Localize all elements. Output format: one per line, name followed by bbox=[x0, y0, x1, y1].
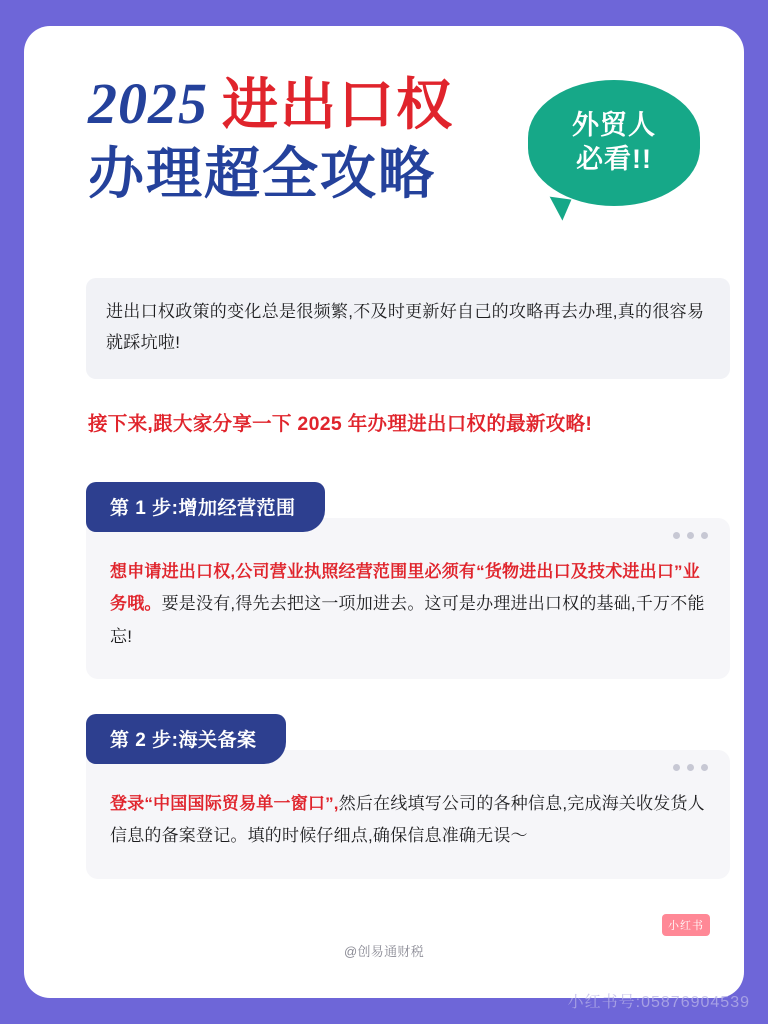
xiaohongshu-logo-icon: 小红书 bbox=[662, 914, 710, 936]
intro-text: 进出口权政策的变化总是很频繁,不及时更新好自己的攻略再去办理,真的很容易就踩坑啦! bbox=[86, 278, 730, 379]
emphasis-text: 接下来,跟大家分享一下 2025 年办理进出口权的最新攻略! bbox=[88, 413, 593, 435]
badge-line-2: 必看!! bbox=[576, 144, 652, 174]
title-main-red: 进出口权 bbox=[222, 73, 454, 137]
watermark-text: 小红书号:05876904539 bbox=[567, 994, 750, 1011]
badge-line-1: 外贸人 bbox=[572, 110, 656, 141]
step-1-rest: 要是没有,得先去把这一项加进去。这可是办理进出口权的基础,千万不能忘! bbox=[110, 594, 705, 646]
author-handle: @创易通财税 bbox=[344, 944, 424, 959]
step-1-body bbox=[86, 518, 730, 679]
more-dots-icon bbox=[673, 764, 708, 771]
step-1-header: 第 1 步:增加经营范围 bbox=[86, 482, 325, 532]
step-2-rest: 然后在线填写公司的各种信息,完成海关收发货人信息的备案登记。填的时候仔细点,确保信息准确无误～ bbox=[110, 794, 705, 846]
step-block-2 bbox=[86, 714, 730, 879]
badge-bubble bbox=[528, 80, 700, 206]
more-dots-icon bbox=[673, 532, 708, 539]
step-1-highlight: 想申请进出口权,公司营业执照经营范围里必须有“货物进出口及技术进出口”业务哦。 bbox=[110, 562, 700, 614]
title-year: 2025 bbox=[88, 72, 222, 137]
step-2-header: 第 2 步:海关备案 bbox=[86, 714, 286, 764]
title-main-blue: 办理超全攻略 bbox=[88, 141, 436, 205]
step-2-body bbox=[86, 750, 730, 879]
step-2-highlight: 登录“中国国际贸易单一窗口”, bbox=[110, 794, 339, 813]
step-block-1 bbox=[86, 482, 730, 679]
poster-card bbox=[24, 26, 744, 998]
